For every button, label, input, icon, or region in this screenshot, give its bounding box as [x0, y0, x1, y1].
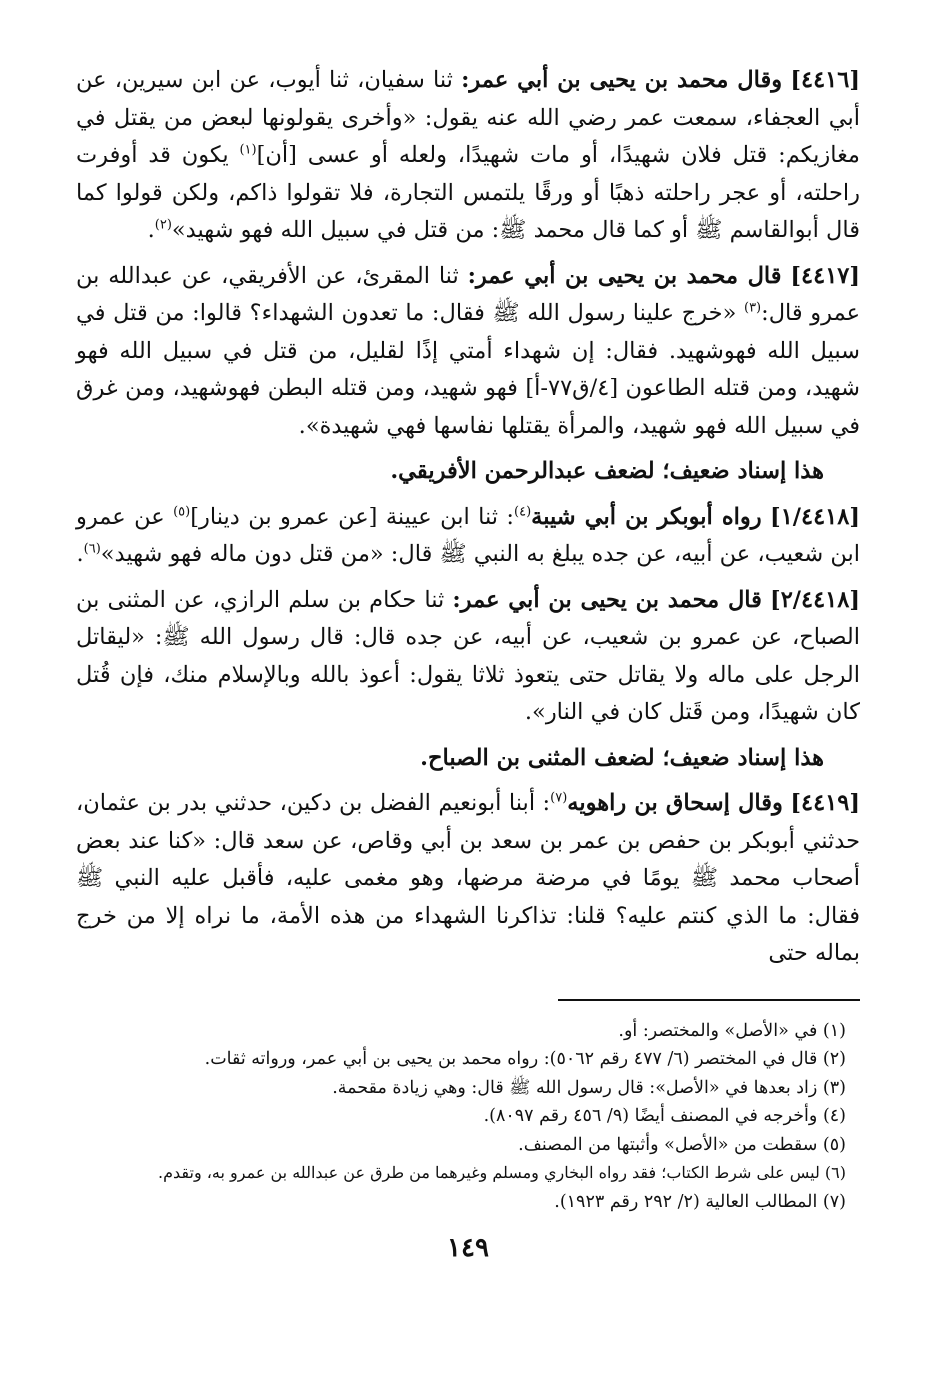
footnote-ref[interactable]: (١) — [239, 142, 257, 158]
hadith-text: «خرج علينا رسول الله ﷺ فقال: ما تعدون الشهداء؟ قالوا: من قتل في سبيل الله فهوشهيد. فقال: إن شهداء أمتي إذًا لقليل، من قتل في سبيل الله فهو شهيد، ومن قتله الطاعون [٤/ق٧٧-أ] فهو شهيد، ومن قتله البطن فهوشهيد، ومن غرق في سبيل الله فهو شهيد، والمرأة يقتلها نفاسها فهي شهيدة» — [76, 300, 860, 439]
hadith-number: [١/٤٤١٨] — [770, 503, 861, 530]
footnote-ref[interactable]: (٤) — [514, 504, 532, 519]
footnote: (٤) وأخرجه في المصنف أيضًا (٩/ ٤٥٦ رقم ٨٠٩٧). — [483, 1106, 846, 1127]
footnote: (٧) المطالب العالية (٢/ ٢٩٢ رقم ١٩٢٣). — [554, 1192, 846, 1213]
hadith-number: [٤٤١٩] — [790, 790, 860, 816]
hadith-lead: وقال محمد بن يحيى بن أبي عمر: — [461, 67, 783, 93]
footnote-ref[interactable]: (٣) — [743, 300, 762, 316]
hadith-number: [٤٤١٧] — [790, 262, 861, 289]
footnote: (٥) سقطت من «الأصل» وأثبتها من المصنف. — [518, 1134, 846, 1155]
hadith-4417 — [76, 258, 860, 446]
footnotes — [76, 1017, 860, 1217]
hadith-text: ثنا سفيان، ثنا أيوب، عن ابن سيرين، عن أبي العجفاء، سمعت عمر رضي الله عنه يقول: «وأخرى يقولونها لبعض من يقتل في مغازيكم: قتل فلان شهيدًا، أو مات شهيدًا، ولعله أو عسى [أن] — [76, 67, 860, 168]
hadith-number: [٤٤١٦] — [790, 67, 860, 93]
punctuation: . — [147, 217, 155, 243]
hadith-text: يكون قد أوفرت راحلته، أو عجر راحلته ذهبًا أو ورقًا يلتمس التجارة، فلا تقولوا ذاكم، ولكن قولوا كما قال أبوالقاسم ﷺ أو كما قال محمد ﷺ: من قتل في سبيل الله فهو شهيد» — [76, 142, 860, 243]
footnote: (١) في «الأصل» والمختصر: أو. — [618, 1020, 846, 1041]
hadith-number: [٢/٤٤١٨] — [770, 586, 860, 613]
hadith-text: ثنا المقرئ، عن الأفريقي، عن عبدالله بن عمرو قال: — [76, 262, 860, 326]
hadith-4419 — [76, 785, 860, 973]
hadith-4418-2 — [76, 582, 860, 732]
footnote: (٢) قال في المختصر (٦/ ٤٧٧ رقم ٥٠٦٢): رواه محمد بن يحيى بن أبي عمر، ورواته ثقات. — [204, 1049, 846, 1070]
punctuation: . — [76, 541, 84, 567]
punctuation: . — [298, 412, 306, 439]
footnote-ref[interactable]: (٦) — [83, 541, 101, 557]
footnote: (٣) زاد بعدها في «الأصل»: قال رسول الله ﷺ قال: وهي زيادة مقحمة. — [332, 1077, 846, 1098]
page-number: ١٤٩ — [447, 1232, 489, 1263]
hadith-text: : ثنا ابن عيينة [عن عمرو بن دينار] — [190, 503, 515, 530]
isnad-note: هذا إسناد ضعيف؛ لضعف عبدالرحمن الأفريقي. — [390, 458, 824, 484]
isnad-note: هذا إسناد ضعيف؛ لضعف المثنى بن الصباح. — [420, 744, 824, 771]
hadith-4416 — [76, 62, 860, 250]
footnote-divider — [558, 999, 860, 1001]
hadith-lead: قال محمد بن يحيى بن أبي عمر: — [467, 262, 782, 289]
hadith-lead: رواه أبوبكر بن أبي شيبة — [531, 503, 762, 530]
footnote-ref[interactable]: (٢) — [154, 217, 172, 233]
punctuation: . — [524, 699, 533, 725]
footnote-ref[interactable]: (٥) — [173, 504, 191, 519]
footnote: (٦) ليس على شرط الكتاب؛ فقد رواه البخاري ومسلم وغيرهما من طرق عن عبدالله بن عمرو به، وتقدم. — [158, 1163, 846, 1183]
hadith-lead: وقال إسحاق بن راهويه — [567, 790, 783, 816]
hadith-text: : أبنا أبونعيم الفضل بن دكين، حدثني بدر بن عثمان، حدثني أبوبكر بن حفص بن عمر بن سعد بن أبي وقاص، عن سعد قال: «كنا عند بعض أصحاب محمد ﷺ يومًا في مرضة مرضها، وهو مغمى عليه، فأقبل عليه النبي ﷺ فقال: ما الذي كنتم عليه؟ قلنا: تذاكرنا الشهداء من هذه الأمة، ما نراه إلا من خرج بماله حتى — [76, 790, 860, 966]
hadith-text: ثنا حكام بن سلم الرازي، عن المثنى بن الصباح، عن عمرو بن شعيب، عن أبيه، عن جده قال: قال رسول الله ﷺ: «ليقاتل الرجل على ماله ولا يقاتل حتى يتعوذ ثلاثا يقول: أعوذ بالله وبالإسلام منك، فإن قُتل كان شهيدًا، ومن قَتل كان في النار» — [76, 586, 860, 725]
hadith-text: عن عمرو ابن شعيب، عن أبيه، عن جده يبلغ به النبي ﷺ قال: «من قتل دون ماله فهو شهيد» — [76, 503, 860, 567]
hadith-4418-1 — [76, 499, 860, 574]
hadith-lead: قال محمد بن يحيى بن أبي عمر: — [452, 586, 762, 613]
footnote-ref[interactable]: (٧) — [550, 790, 568, 806]
